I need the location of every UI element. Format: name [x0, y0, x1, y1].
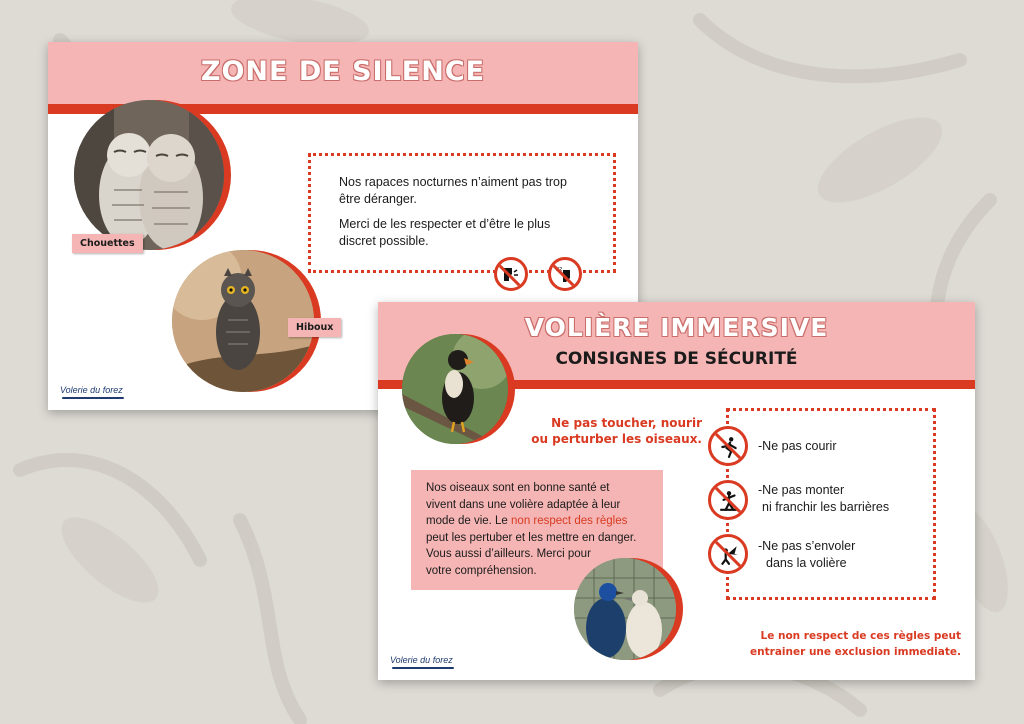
svg-text:zz: zz: [556, 266, 563, 273]
rule-3-text: [758, 538, 855, 572]
rule-1-text: -Ne pas courir: [758, 439, 837, 453]
sign-subtitle: CONSIGNES DE SÉCURITÉ: [555, 349, 798, 369]
info-highlight: non respect des règles: [511, 515, 628, 527]
warning-line-2: ou perturber les oiseaux.: [531, 432, 702, 446]
info-line-2: être déranger.: [339, 192, 417, 206]
owls-photo: [74, 100, 224, 250]
no-flying-icon: [708, 534, 748, 574]
footer-line-2: entrainer une exclusion immediate.: [750, 646, 961, 658]
chouettes-label: Chouettes: [72, 234, 143, 253]
rule-3-line-2: dans la volière: [766, 556, 847, 570]
info-line-6: votre compréhension.: [426, 564, 537, 577]
info-line-3: Merci de les respecter et d’être le plus: [339, 217, 551, 231]
rule-2-text: [758, 482, 889, 516]
hiboux-label: Hiboux: [288, 318, 341, 337]
logo-underline: [392, 667, 454, 669]
logo-text: Volerie du forez: [60, 385, 123, 395]
footer-warning: [750, 628, 961, 660]
info-line-5: Vous aussi d’ailleurs. Merci pour: [426, 548, 591, 560]
logo-underline: [62, 397, 124, 399]
no-noise-icon: [548, 257, 582, 291]
info-text: [339, 174, 567, 250]
info-line-3-start: mode de vie. Le: [426, 515, 512, 527]
footer-line-1: Le non respect de ces règles peut: [760, 630, 961, 642]
voliere-immersive-sign: [378, 302, 975, 680]
logo-text: Volerie du forez: [390, 655, 453, 665]
volerie-logo: [390, 648, 453, 668]
warning-text: [488, 415, 702, 447]
info-line-4: discret possible.: [339, 234, 429, 248]
peacock-illustration: [574, 558, 676, 660]
no-running-icon: [708, 426, 748, 466]
info-line-4: peut les pertuber et les mettre en danger.: [426, 531, 637, 544]
sign-title: ZONE DE SILENCE: [200, 56, 486, 87]
warning-line-1: Ne pas toucher, nourir: [551, 416, 702, 430]
rule-2-line-2: ni franchir les barrières: [762, 500, 890, 514]
info-line-3: [426, 513, 636, 530]
rule-2-line-1: -Ne pas monter: [758, 483, 845, 497]
no-talking-icon: [494, 257, 528, 291]
sign-title: VOLIÈRE IMMERSIVE: [524, 313, 829, 342]
info-line-2: vivent dans une volière adaptée à leur: [426, 498, 621, 511]
info-line-1: Nos oiseaux sont en bonne santé et: [426, 482, 610, 494]
rule-3-line-1: -Ne pas s’envoler: [758, 539, 856, 553]
volerie-logo: [60, 378, 123, 398]
info-line-1: Nos rapaces nocturnes n’aiment pas trop: [339, 175, 567, 189]
peacock-photo: [574, 558, 676, 660]
owls-illustration: [74, 100, 224, 250]
no-climbing-icon: [708, 480, 748, 520]
